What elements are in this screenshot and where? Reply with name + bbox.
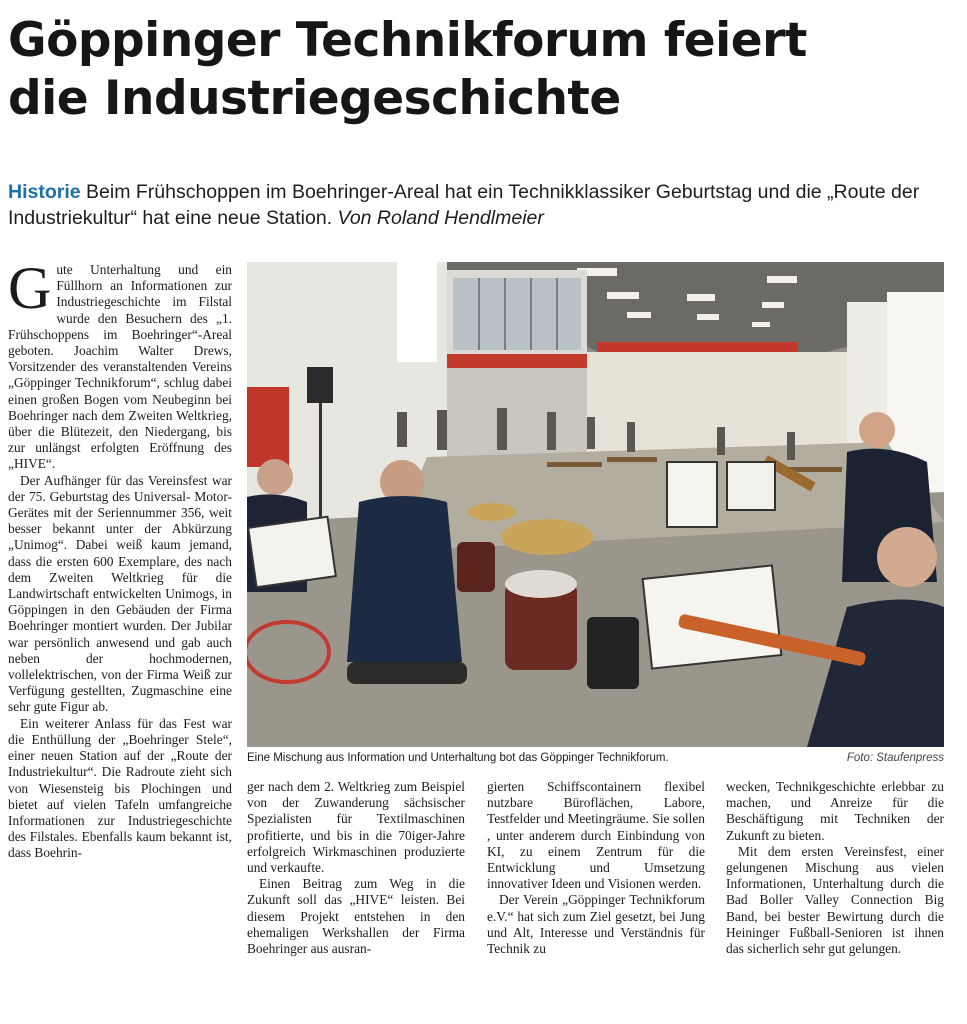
paragraph: Der Aufhänger für das Vereinsfest war der 75. Geburtstag des Universal- Motor-Gerätes mit der Seriennummer 356, weit besser bekannt unter der Abkürzung „Unimog“. Dabei weiß kaum jemand, dass die ersten 600 Exemplare, des nach dem Zweiten Weltkrieg für die Landwirtschaft entwickelten Unimogs, in Göppingen in den Gebäuden der Firma Boehringer montiert wurden. Der Jubilar war persönlich anwesend und gab auch neben der hochmodernen, vollelektrischen, von der Firma Weiß zur Verfügung gestellten, Zugmaschine eine sehr gute Figur ab. xyxy=(8,472,232,715)
paragraph: ger nach dem 2. Weltkrieg zum Beispiel von der Zuwanderung sächsischer Spezialisten für Textilmaschinen profitierte, und bis in die 70iger-Jahre erfolgreich Wirkmaschinen produzierte und verkaufte. xyxy=(247,779,465,876)
photo-caption-row xyxy=(247,751,944,766)
paragraph: Der Verein „Göppinger Technikforum e.V.“ hat sich zum Ziel gesetzt, bei Jung und Alt, Interesse und Verständnis für Technik zu xyxy=(487,892,705,957)
paragraph-text: ute Unterhaltung und ein Füllhorn an Informationen zur Industriegeschichte im Filstal wurde den Besuchern des „1. Frühschoppens im Boehringer“-Areal geboten. Joachim Walter Drews, Vorsitzender des veranstaltenden Vereins „Göppinger Technikforum“, schlug dabei einen großen Bogen vom Neubeginn bei Boehringer nach dem Zweiten Weltkrieg, über die Blütezeit, den Niedergang, bis zur unlängst erfolgten Eröffnung des „HIVE“. xyxy=(8,262,232,472)
article-photo xyxy=(247,262,944,747)
lead-text: Beim Frühschoppen im Boehringer-Areal hat ein Technikklassiker Geburtstag und die „Route der Industriekultur“ hat eine neue Station. xyxy=(8,181,920,229)
paragraph: gierten Schiffscontainern flexibel nutzbare Büroflächen, Labore, Testfelder und Meetingräume. Sie sollen , unter anderem durch Einbindung von KI, zu einem Zentrum für die Entwicklung und Umsetzung innovativer Ideen und Visionen werden. xyxy=(487,779,705,892)
paragraph: Mit dem ersten Vereinsfest, einer gelungenen Mischung aus vielen Informationen, Unterhaltung durch die Bad Boller Valley Connection Big Band, bei bester Bewirtung durch die Heininger Fußball-Senioren ist ihnen das sicherlich sehr gut gelungen. xyxy=(726,843,944,957)
author-byline: Von Roland Hendlmeier xyxy=(337,207,544,229)
paragraph: Ein weiterer Anlass für das Fest war die Enthüllung der „Boehringer Stele“, einer neuen Station auf der „Route der Industriekultur“. Die Radroute zieht sich von Wiesensteig bis Plochingen und bietet auf vielen Tafeln umfangreiche Informationen zur Industriegeschichte des Filstales. Ebenfalls kaum bekannt ist, dass Boehrin- xyxy=(8,715,232,861)
text-column-4 xyxy=(726,779,944,957)
text-column-3 xyxy=(487,779,705,957)
kicker: Historie xyxy=(8,181,81,203)
headline-line-1: Göppinger Technikforum feiert xyxy=(8,13,807,68)
article-subhead xyxy=(8,179,958,231)
text-column-2 xyxy=(247,779,465,957)
paragraph: Einen Beitrag zum Weg in die Zukunft soll das „HIVE“ leisten. Bei diesem Projekt entstehen in den ehemaligen Werkshallen der Firma Boehringer aus ausran- xyxy=(247,876,465,957)
text-column-1 xyxy=(8,255,232,862)
photo-caption: Eine Mischung aus Information und Unterhaltung bot das Göppinger Technikforum. xyxy=(247,752,669,764)
paragraph xyxy=(8,255,232,473)
photo-credit: Foto: Staufenpress xyxy=(846,752,944,764)
headline-line-2: die Industriegeschichte xyxy=(8,71,621,126)
drop-cap: G xyxy=(8,255,52,321)
paragraph: wecken, Technikgeschichte erlebbar zu machen, und Anreize für die Beschäftigung mit Techniken der Zukunft zu bieten. xyxy=(726,779,944,843)
article-headline xyxy=(8,12,958,128)
